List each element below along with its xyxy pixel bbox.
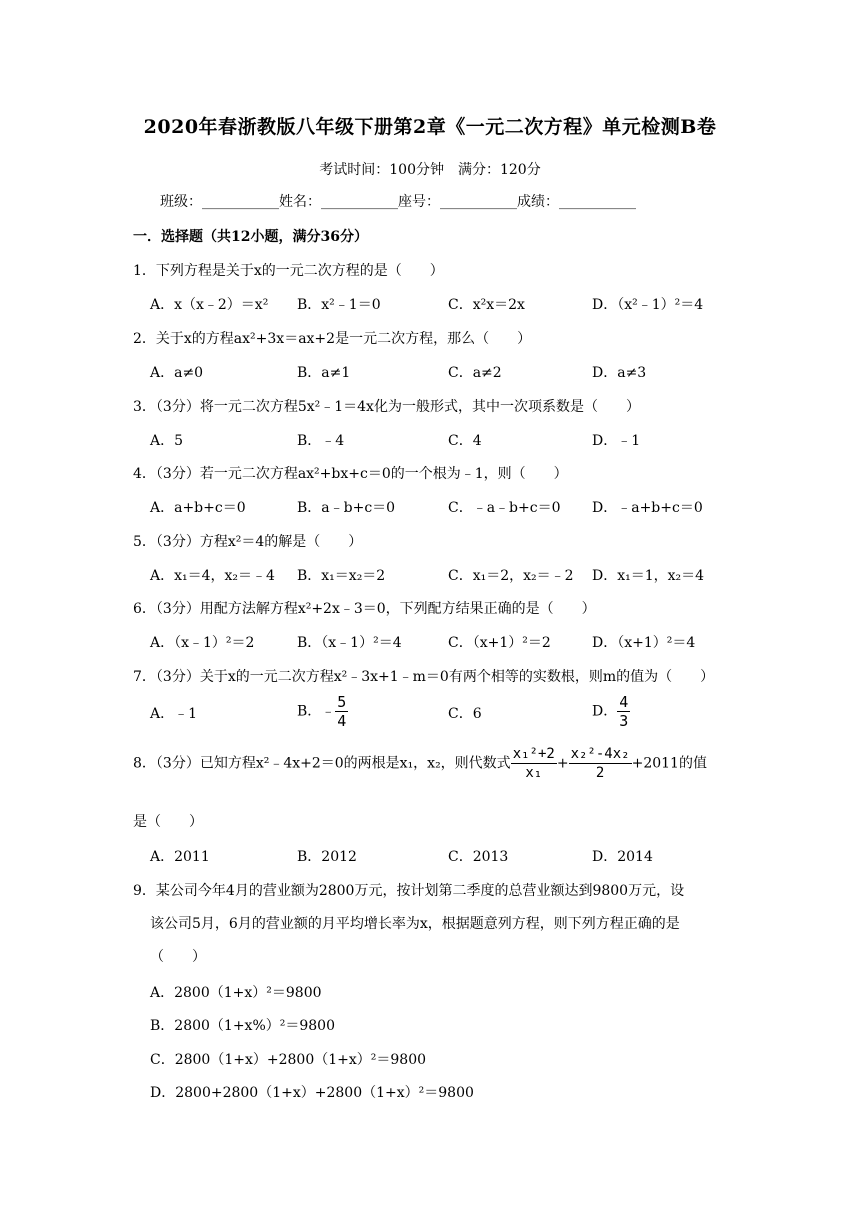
fraction-numerator: x₂²-4x₂ [570, 746, 630, 762]
fraction-denominator: 3 [619, 712, 629, 730]
option-a: A．（x﹣1）²＝2 [150, 635, 255, 651]
question-1-options [150, 294, 750, 318]
option-d-prefix: D． [592, 703, 618, 720]
option-a: A．﹣1 [150, 706, 198, 722]
option-c: C．﹣a﹣b+c＝0 [448, 500, 561, 516]
fraction-numerator: x₁²+2 [512, 746, 555, 762]
question-2-options [150, 362, 750, 386]
option-b: B．﹣4 [297, 433, 345, 449]
exam-subtitle: 考试时间：100分钟 满分：120分 [319, 162, 541, 178]
fraction [617, 693, 630, 730]
question-9-line-2: 该公司5月，6月的营业额的月平均增长率为x，根据题意列方程，则下列方程正确的是 [150, 916, 680, 932]
question-4-options [150, 497, 750, 521]
question-7-options [150, 693, 750, 733]
fraction-denominator: x₁ [525, 765, 543, 781]
option-c: C．x²x＝2x [448, 297, 525, 313]
option-b: B．2800（1+x%）²＝9800 [150, 1018, 335, 1034]
option-d: D．﹣1 [592, 433, 641, 449]
option-d: D．2800+2800（1+x）+2800（1+x）²＝9800 [150, 1085, 474, 1101]
option-d [592, 693, 630, 730]
question-1-stem: 1．下列方程是关于x的一元二次方程的是（ ） [133, 263, 444, 279]
fraction-numerator: 4 [619, 693, 629, 711]
question-9-line-3: （ ） [150, 949, 206, 965]
question-3-stem: 3．（3分）将一元二次方程5x²﹣1＝4x化为一般形式，其中一次项系数是（ ） [133, 399, 640, 415]
fraction-denominator: 2 [595, 765, 605, 781]
option-b [297, 693, 348, 730]
question-5-stem: 5．（3分）方程x²＝4的解是（ ） [133, 534, 363, 550]
option-a: A．2011 [150, 849, 210, 865]
option-a: A．a≠0 [150, 365, 204, 381]
option-c: C．4 [448, 433, 482, 449]
option-b: B．x₁＝x₂＝2 [297, 568, 386, 584]
fraction [335, 693, 348, 730]
question-8-options [150, 846, 750, 870]
question-5-options [150, 565, 750, 589]
fraction-denominator: 4 [337, 712, 347, 730]
question-8-text: 8．（3分）已知方程x²﹣4x+2＝0的两根是x₁，x₂，则代数式 [133, 755, 511, 772]
option-d: D．﹣a+b+c＝0 [592, 500, 703, 516]
option-c: C．a≠2 [448, 365, 502, 381]
option-b: B．（x﹣1）²＝4 [297, 635, 402, 651]
option-d: D．（x²﹣1）²＝4 [592, 297, 704, 313]
option-b-prefix: B．﹣ [297, 703, 336, 720]
option-c: C．2800（1+x）+2800（1+x）²＝9800 [150, 1052, 427, 1068]
option-d: D．2014 [592, 849, 653, 865]
option-a: A．x（x﹣2）＝x² [150, 297, 269, 313]
option-d: D．（x+1）²＝4 [592, 635, 696, 651]
question-6-options [150, 632, 750, 656]
option-b: B．a﹣b+c＝0 [297, 500, 396, 516]
student-info-line: 班级：___________姓名：___________座号：___________成绩：___________ [160, 194, 636, 210]
fraction-numerator: 5 [337, 693, 347, 711]
question-8-continuation: 是（ ） [133, 814, 203, 830]
option-d: D．x₁＝1，x₂＝4 [592, 568, 705, 584]
option-c: C．2013 [448, 849, 509, 865]
option-d: D．a≠3 [592, 365, 647, 381]
option-a: A．5 [150, 433, 184, 449]
option-b: B．2012 [297, 849, 357, 865]
option-c: C．（x+1）²＝2 [448, 635, 551, 651]
question-8-tail: +2011的值 [631, 755, 707, 772]
option-a: A．a+b+c＝0 [150, 500, 246, 516]
option-a: A．x₁＝4，x₂＝﹣4 [150, 568, 275, 584]
option-c: C．x₁＝2，x₂＝﹣2 [448, 568, 574, 584]
option-a: A．2800（1+x）²＝9800 [150, 985, 322, 1001]
question-8-stem [133, 745, 707, 782]
question-2-stem: 2．关于x的方程ax²+3x＝ax+2是一元二次方程，那么（ ） [133, 331, 532, 347]
option-b: B．x²﹣1＝0 [297, 297, 381, 313]
question-7-stem: 7．（3分）关于x的一元二次方程x²﹣3x+1﹣m＝0有两个相等的实数根，则m的值为（ ） [133, 669, 715, 685]
question-4-stem: 4．（3分）若一元二次方程ax²+bx+c＝0的一个根为﹣1，则（ ） [133, 466, 568, 482]
question-6-stem: 6．（3分）用配方法解方程x²+2x﹣3＝0，下列配方结果正确的是（ ） [133, 601, 596, 617]
question-3-options [150, 430, 750, 454]
option-c: C．6 [448, 706, 482, 722]
fraction-2 [569, 745, 632, 782]
section-heading: 一．选择题（共12小题，满分36分） [133, 229, 368, 245]
fraction-1 [511, 745, 557, 782]
option-b: B．a≠1 [297, 365, 351, 381]
question-9-line-1: 9．某公司今年4月的营业额为2800万元，按计划第二季度的总营业额达到9800万元，设 [133, 883, 685, 899]
page-title: 2020年春浙教版八年级下册第2章《一元二次方程》单元检测B卷 [143, 116, 717, 138]
plus-sign: + [556, 755, 569, 772]
